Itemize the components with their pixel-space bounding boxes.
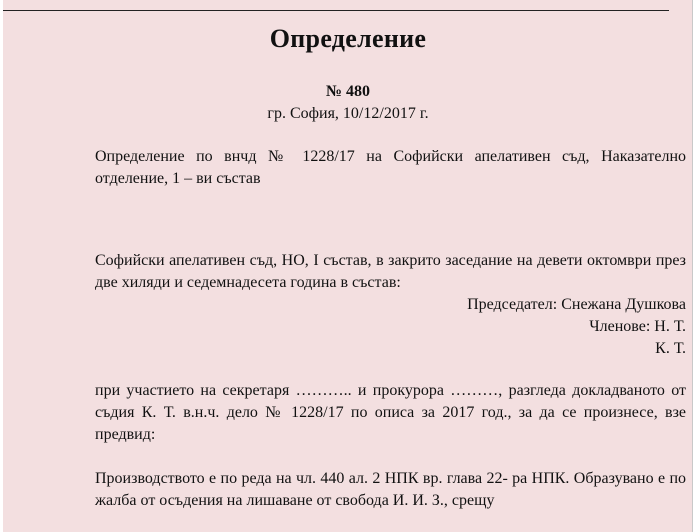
city-date: гр. София, 10/12/2017 г. bbox=[267, 105, 429, 122]
proceedings-paragraph: Производството е по реда на чл. 440 ал. 2 НПК вр. глава 22- ра НПК. Образувано е по жалба от осъдения на лишаване от свобода И. И. З., срещу bbox=[95, 470, 686, 509]
chairman-line: Председател: Снежана Душкова bbox=[467, 296, 686, 313]
court-panel-paragraph: Софийски апелативен съд, НО, I състав, в закрито заседание на девети октомври през две хиляди и седемнадесета година в състав: bbox=[95, 252, 686, 291]
case-reference-paragraph: Определение по внчд № 1228/17 на Софийски апелативен съд, Наказателно отделение, 1 – ви състав bbox=[95, 148, 686, 187]
hearing-paragraph: при участието на секретаря ……….. и прокурора ………, разгледа докладваното от съдия К. Т. в.н.ч. дело № 1228/17 по описа за 2017 год., за да се произнесе, взе предвид: bbox=[95, 382, 686, 443]
document-page bbox=[3, 0, 693, 532]
top-divider bbox=[3, 10, 669, 11]
member-2-line: К. Т. bbox=[655, 340, 686, 357]
document-title: Определение bbox=[269, 24, 427, 53]
members-line: Членове: Н. Т. bbox=[589, 318, 686, 335]
document-number: № 480 bbox=[325, 83, 371, 100]
page-edge bbox=[692, 0, 693, 532]
